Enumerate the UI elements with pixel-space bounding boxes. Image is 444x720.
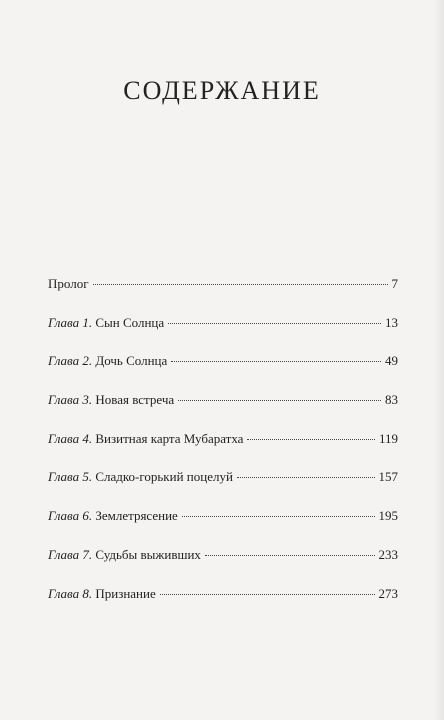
chapter-title: Судьбы выживших	[95, 546, 201, 562]
page-number: 83	[385, 392, 398, 408]
page-edge-shadow	[434, 0, 444, 720]
page-number: 13	[385, 314, 398, 330]
chapter-title: Сладко-горький поцелуй	[95, 469, 233, 485]
chapter-title: Признание	[95, 585, 156, 601]
page-number: 233	[378, 546, 398, 562]
page-number: 273	[378, 585, 398, 601]
page-number: 49	[385, 353, 398, 369]
chapter-number: Глава 8.	[48, 585, 93, 601]
toc-entry	[48, 547, 398, 586]
toc-entry	[48, 508, 398, 547]
dot-leader	[178, 400, 381, 401]
chapter-title: Сын Солнца	[95, 314, 165, 330]
chapter-title: Визитная карта Мубаратха	[95, 430, 244, 446]
chapter-number: Глава 4.	[48, 430, 93, 446]
dot-leader	[205, 555, 375, 556]
dot-leader	[182, 516, 375, 517]
chapter-title: Новая встреча	[95, 392, 175, 408]
chapter-number: Глава 2.	[48, 353, 93, 369]
dot-leader	[160, 594, 375, 595]
page-number: 157	[378, 469, 398, 485]
chapter-title: Дочь Солнца	[95, 353, 168, 369]
dot-leader	[237, 477, 375, 478]
chapter-number: Глава 1.	[48, 314, 93, 330]
chapter-number: Глава 5.	[48, 469, 93, 485]
chapter-number: Глава 6.	[48, 508, 93, 524]
dot-leader	[168, 323, 381, 324]
chapter-title: Землетрясение	[95, 508, 178, 524]
toc-entry	[48, 392, 398, 431]
toc-entry	[48, 469, 398, 508]
chapter-number: Глава 7.	[48, 546, 93, 562]
toc-entry	[48, 276, 398, 315]
page-number: 195	[378, 508, 398, 524]
page-number: 119	[378, 430, 398, 446]
toc-entry	[48, 586, 398, 625]
toc-entry	[48, 315, 398, 354]
dot-leader	[247, 439, 375, 440]
page-title: СОДЕРЖАНИЕ	[123, 76, 321, 105]
page-number: 7	[391, 276, 398, 291]
table-of-contents	[48, 276, 398, 624]
dot-leader	[171, 361, 381, 362]
dot-leader	[93, 284, 388, 285]
toc-entry	[48, 353, 398, 392]
chapter-title: Пролог	[48, 276, 89, 291]
chapter-number: Глава 3.	[48, 392, 93, 408]
toc-entry	[48, 431, 398, 470]
